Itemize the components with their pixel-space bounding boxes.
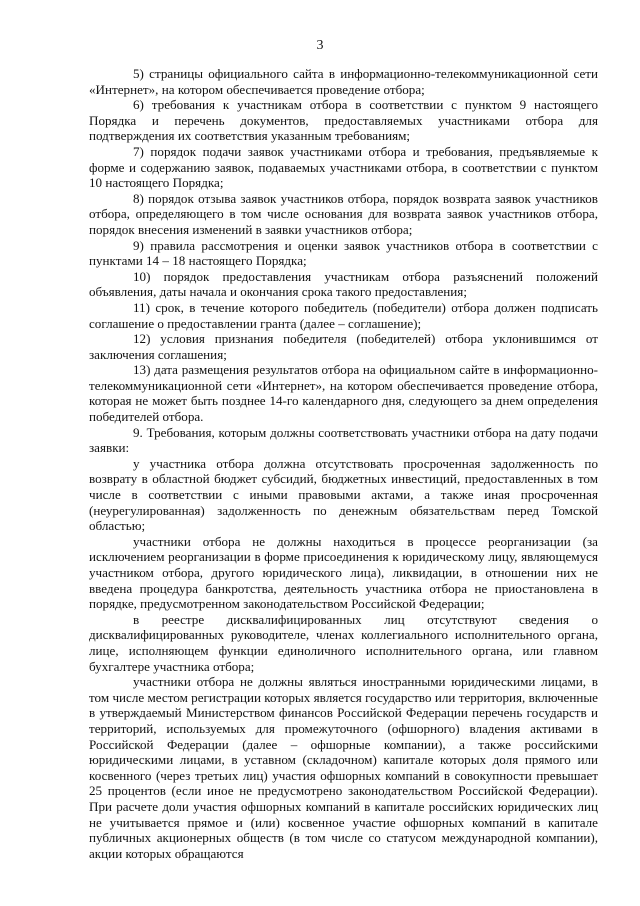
requirement-not-foreign-entity: участники отбора не должны являться иностранными юридическими лицами, в том числе местом регистрации которых является государство или территория, включенные в утверждаемый Министерством финансов Российской Федерации перечень государств и территорий, используемых для промежуточного (офшорного) владения активами в Российской Федерации (далее – офшорные компании), а также российскими юридическими лицами, в уставном (складочном) капитале которых доля прямого или косвенного (через третьих лиц) участия офшорных компаний в совокупности превышает 25 процентов (если иное не предусмотрено законодательством Российской Федерации). При расчете доли участия офшорных компаний в капитале российских юридических лиц не учитывается прямое и (или) косвенное участие офшорных компаний в капитале публичных акционерных обществ (в том числе со статусом международной компании), акции которых обращаются bbox=[89, 674, 598, 861]
requirement-no-debt: у участника отбора должна отсутствовать просроченная задолженность по возврату в областной бюджет субсидий, бюджетных инвестиций, предоставленных в том числе в соответствии с иными правовыми актами, а также иная просроченная (неурегулированная) задолженность по денежным обязательствам перед Томской областью; bbox=[89, 455, 598, 534]
paragraph-item-7: 7) порядок подачи заявок участниками отбора и требования, предъявляемые к форме и содержанию заявок, подаваемых участниками отбора, в соответствии с пунктом 10 настоящего Порядка; bbox=[89, 143, 598, 191]
page-number: 3 bbox=[316, 38, 324, 53]
document-body bbox=[89, 66, 598, 861]
requirement-no-disqualified-persons: в реестре дисквалифицированных лиц отсутствуют сведения о дисквалифицированных руководителе, членах коллегиального исполнительного органа, лице, исполняющем функции единоличного исполнительного органа, или главном бухгалтере участника отбора; bbox=[89, 611, 598, 674]
section-9-heading: 9. Требования, которым должны соответствовать участники отбора на дату подачи заявки: bbox=[89, 424, 598, 456]
paragraph-item-5: 5) страницы официального сайта в информационно-телекоммуникационной сети «Интернет», на котором обеспечивается проведение отбора; bbox=[89, 66, 598, 97]
paragraph-item-6: 6) требования к участникам отбора в соответствии с пунктом 9 настоящего Порядка и перечень документов, предоставляемых участниками отбора для подтверждения их соответствия указанным требованиям; bbox=[89, 97, 598, 144]
paragraph-item-11: 11) срок, в течение которого победитель (победители) отбора должен подписать соглашение о предоставлении гранта (далее – соглашение); bbox=[89, 299, 598, 331]
paragraph-item-8: 8) порядок отзыва заявок участников отбора, порядок возврата заявок участников отбора, определяющего в том числе основания для возврата заявок участников отбора, порядок внесения изменений в заявки участников отбора; bbox=[89, 190, 598, 237]
requirement-no-reorganization: участники отбора не должны находиться в процессе реорганизации (за исключением реорганизации в форме присоединения к юридическому лицу, являющемуся участником отбора, другого юридического лица), ликвидации, в отношении них не введена процедура банкротства, деятельность участника отбора не приостановлена в порядке, предусмотренном законодательством Российской Федерации; bbox=[89, 533, 598, 612]
paragraph-item-10: 10) порядок предоставления участникам отбора разъяснений положений объявления, даты начала и окончания срока такого предоставления; bbox=[89, 268, 598, 300]
paragraph-item-13: 13) дата размещения результатов отбора на официальном сайте в информационно-телекоммуникационной сети «Интернет», на котором обеспечивается проведение отбора, которая не может быть позднее 14-го календарного дня, следующего за днем определения победителей отбора. bbox=[89, 362, 598, 425]
paragraph-item-12: 12) условия признания победителя (победителей) отбора уклонившимся от заключения соглашения; bbox=[89, 331, 598, 362]
paragraph-item-9: 9) правила рассмотрения и оценки заявок участников отбора в соответствии с пунктами 14 – 18 настоящего Порядка; bbox=[89, 237, 598, 269]
